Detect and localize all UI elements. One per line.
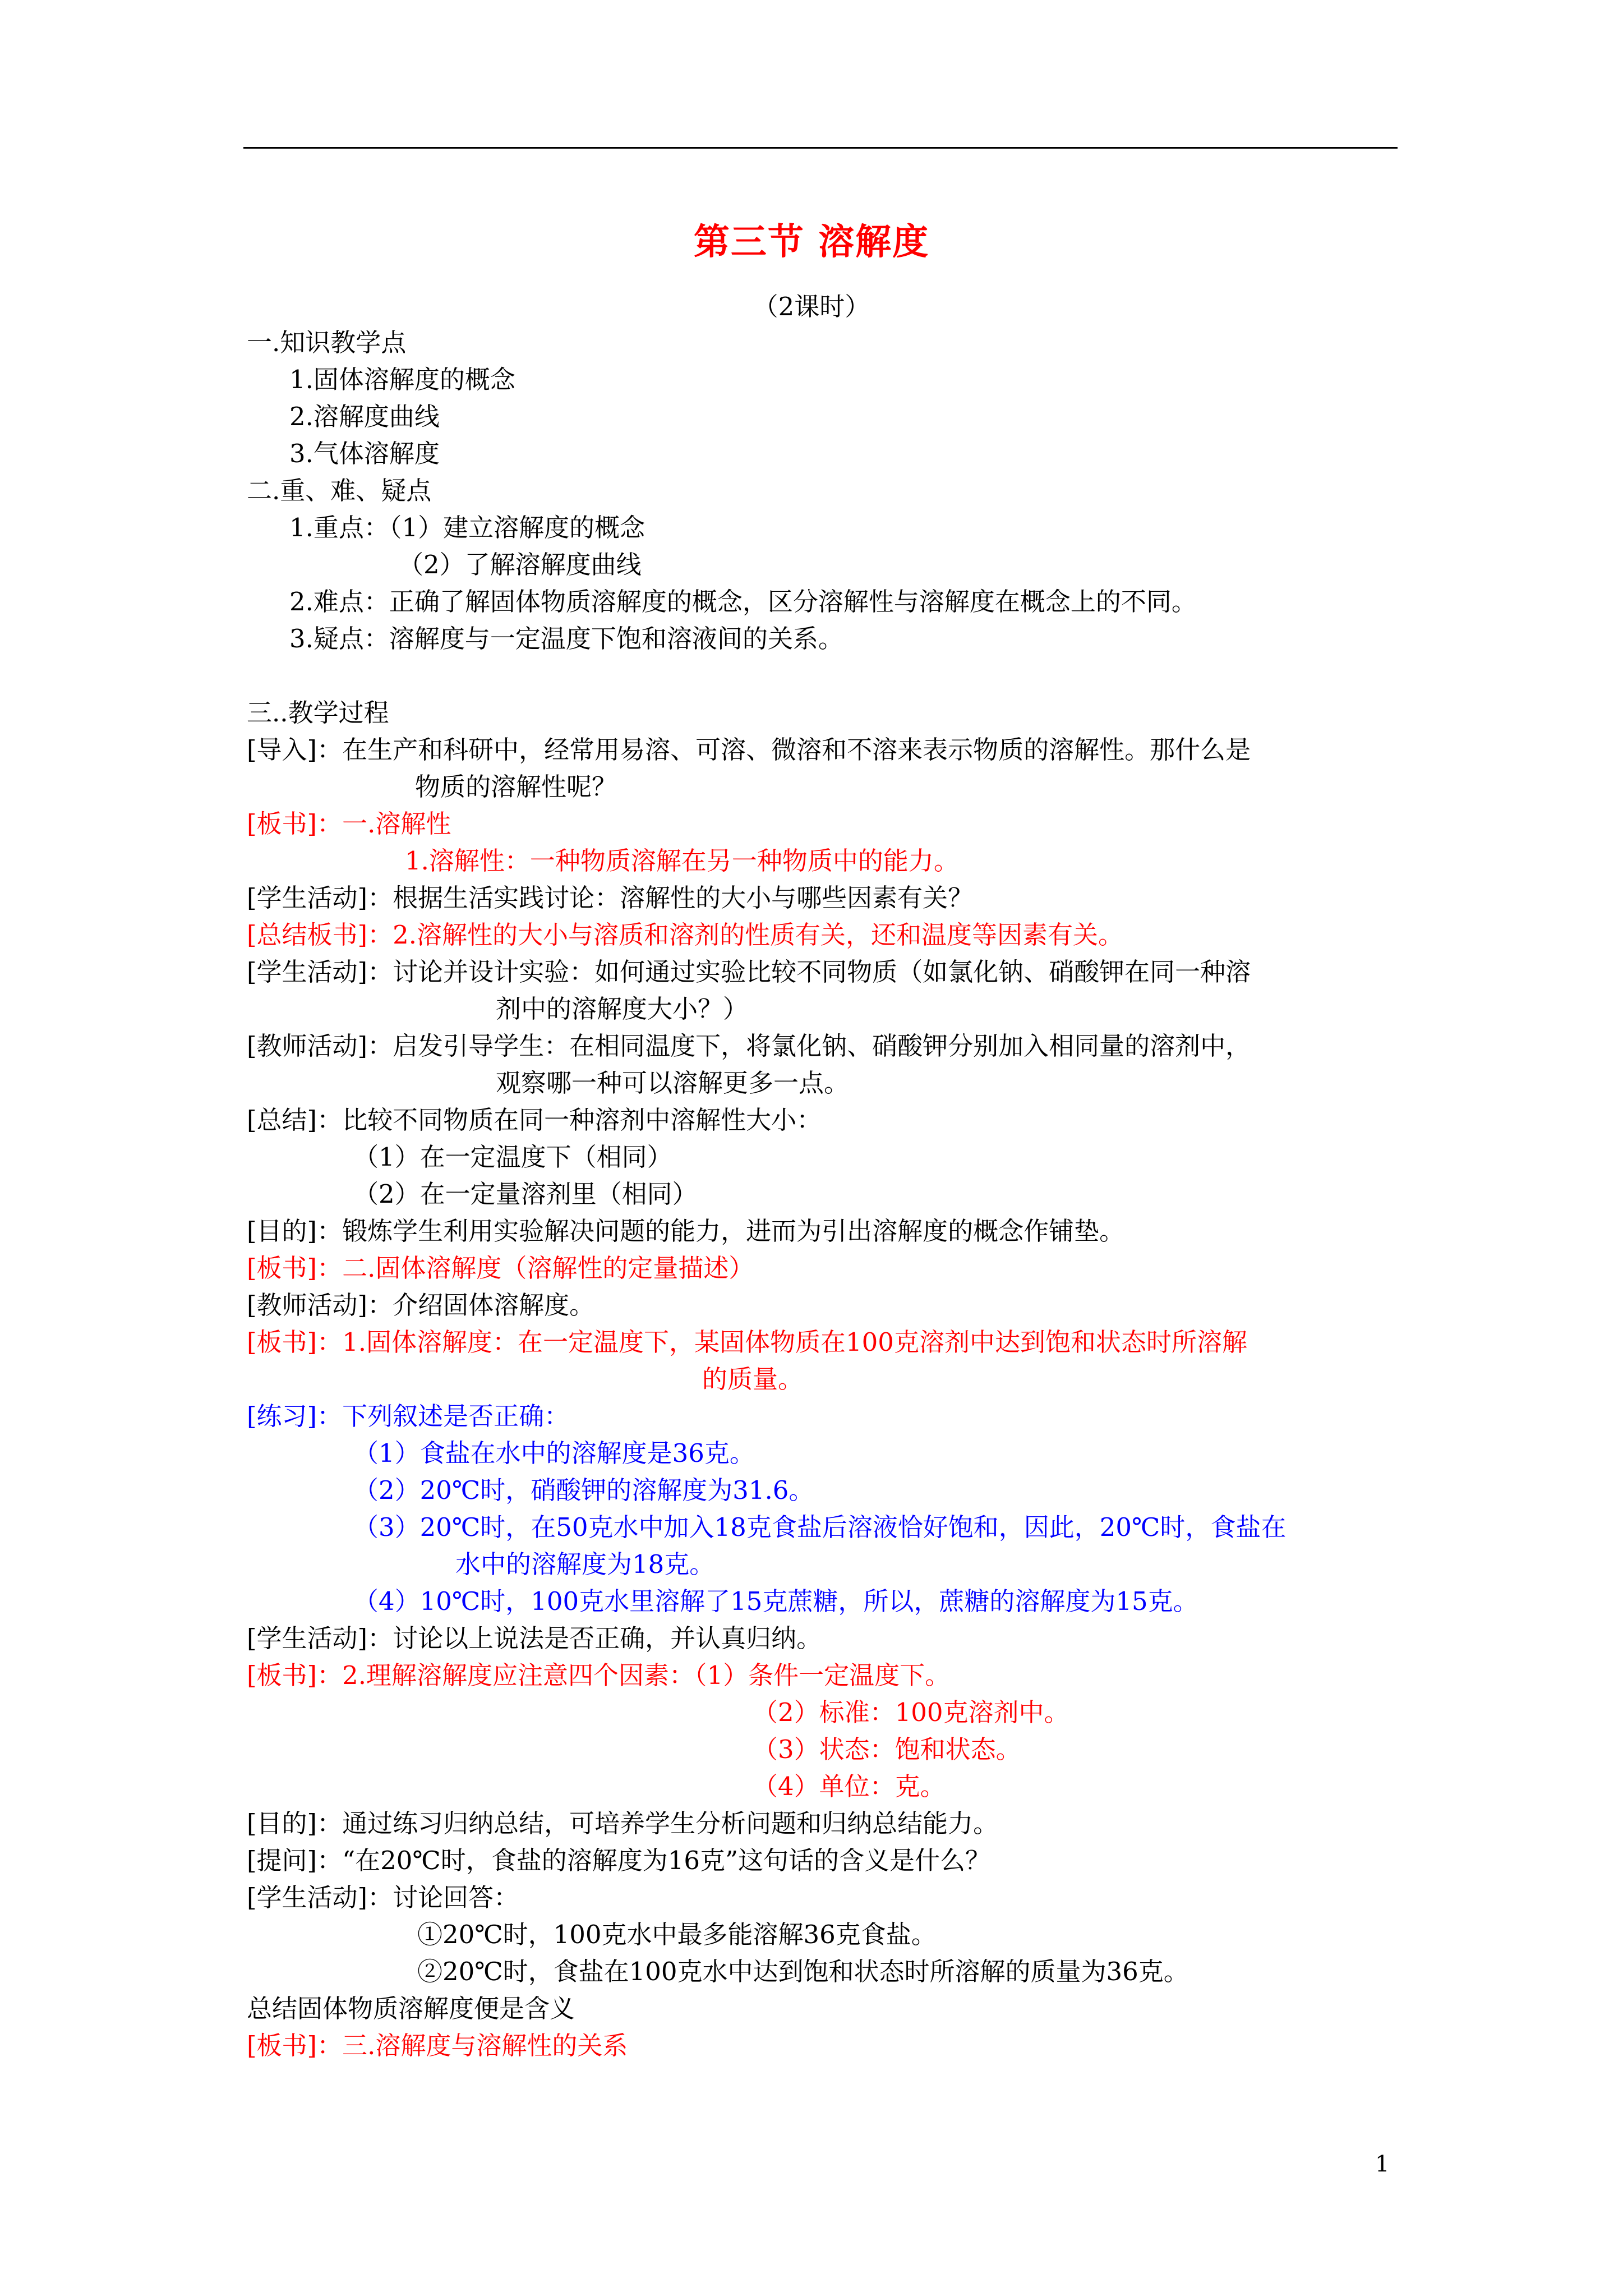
text-line: [学生活动]：根据生活实践讨论：溶解性的大小与哪些因素有关？	[247, 883, 974, 913]
text-line: [学生活动]：讨论并设计实验：如何通过实验比较不同物质（如氯化钠、硝酸钾在同一种溶	[247, 957, 1251, 987]
text-line: [板书]：1.固体溶解度：在一定温度下，某固体物质在100克溶剂中达到饱和状态时所溶解	[247, 1327, 1247, 1357]
text-line: [板书]：三.溶解度与溶解性的关系	[247, 2031, 628, 2060]
lesson-hours: （2课时）	[753, 292, 870, 321]
text-line: 3.气体溶解度	[289, 439, 440, 468]
text-line: [学生活动]：讨论回答：	[247, 1883, 519, 1912]
text-line: 的质量。	[702, 1364, 804, 1394]
text-line: [教师活动]：介绍固体溶解度。	[247, 1290, 595, 1320]
text-line: 1.重点：（1）建立溶解度的概念	[289, 513, 645, 542]
text-line: 剂中的溶解度大小？）	[496, 994, 749, 1024]
text-line: [学生活动]：讨论以上说法是否正确，并认真归纳。	[247, 1623, 822, 1653]
text-line: 2.溶解度曲线	[289, 402, 440, 431]
blank-line	[247, 657, 1408, 694]
text-line: [导入]：在生产和科研中，经常用易溶、可溶、微溶和不溶来表示物质的溶解性。那什么是	[247, 735, 1251, 765]
text-line: （2）在一定量溶剂里（相同）	[353, 1179, 698, 1209]
text-line: 水中的溶解度为18克。	[455, 1549, 715, 1579]
text-line: （3）20℃时，在50克水中加入18克食盐后溶液恰好饱和，因此，20℃时，食盐在	[353, 1512, 1287, 1542]
text-line: [练习]：下列叙述是否正确：	[247, 1401, 570, 1431]
text-line: [目的]：通过练习归纳总结，可培养学生分析问题和归纳总结能力。	[247, 1809, 999, 1838]
text-line: [教师活动]：启发引导学生：在相同温度下，将氯化钠、硝酸钾分别加入相同量的溶剂中，	[247, 1031, 1251, 1061]
text-line: 二.重、难、疑点	[247, 476, 432, 505]
text-line: ①20℃时，100克水中最多能溶解36克食盐。	[417, 1920, 937, 1949]
page-number: 1	[1375, 2151, 1390, 2177]
text-line: （4）10℃时，100克水里溶解了15克蔗糖，所以，蔗糖的溶解度为15克。	[353, 1586, 1198, 1616]
text-line: （2）了解溶解度曲线	[398, 550, 642, 579]
text-line: 总结固体物质溶解度便是含义	[247, 1994, 575, 2023]
text-line: （3）状态：饱和状态。	[753, 1734, 1021, 1764]
text-line: （2）标准：100克溶剂中。	[753, 1697, 1069, 1727]
text-line: （4）单位：克。	[753, 1772, 946, 1801]
text-line: 2.难点：正确了解固体物质溶解度的概念，区分溶解性与溶解度在概念上的不同。	[289, 587, 1197, 616]
text-line: （1）食盐在水中的溶解度是36克。	[353, 1438, 755, 1468]
text-line: [板书]：2.理解溶解度应注意四个因素：（1）条件一定温度下。	[247, 1660, 951, 1690]
text-line: [总结板书]：2.溶解性的大小与溶质和溶剂的性质有关，还和温度等因素有关。	[247, 920, 1124, 950]
text-line: 3.疑点：溶解度与一定温度下饱和溶液间的关系。	[289, 624, 843, 654]
text-line: ②20℃时，食盐在100克水中达到饱和状态时所溶解的质量为36克。	[417, 1957, 1189, 1986]
text-line: 物质的溶解性呢？	[415, 772, 617, 802]
text-line: [板书]：一.溶解性	[247, 809, 451, 839]
text-line: 1.溶解性：一种物质溶解在另一种物质中的能力。	[405, 846, 959, 876]
text-line: 一.知识教学点	[247, 328, 407, 357]
text-line: 观察哪一种可以溶解更多一点。	[496, 1068, 850, 1098]
text-line: 三..教学过程	[247, 698, 389, 728]
header-rule	[243, 147, 1398, 149]
text-line: [提问]：“在20℃时，食盐的溶解度为16克”这句话的含义是什么？	[247, 1846, 990, 1875]
text-line: [总结]：比较不同物质在同一种溶剂中溶解性大小：	[247, 1105, 822, 1135]
text-line: [目的]：锻炼学生利用实验解决问题的能力，进而为引出溶解度的概念作铺垫。	[247, 1216, 1125, 1246]
page-title: 第三节 溶解度	[693, 221, 930, 263]
text-line: （1）在一定温度下（相同）	[353, 1142, 672, 1172]
text-line: 1.固体溶解度的概念	[289, 365, 515, 394]
text-line: [板书]：二.固体溶解度（溶解性的定量描述）	[247, 1253, 754, 1283]
text-line: （2）20℃时，硝酸钾的溶解度为31.6。	[353, 1475, 814, 1505]
document-body	[247, 324, 1408, 2064]
